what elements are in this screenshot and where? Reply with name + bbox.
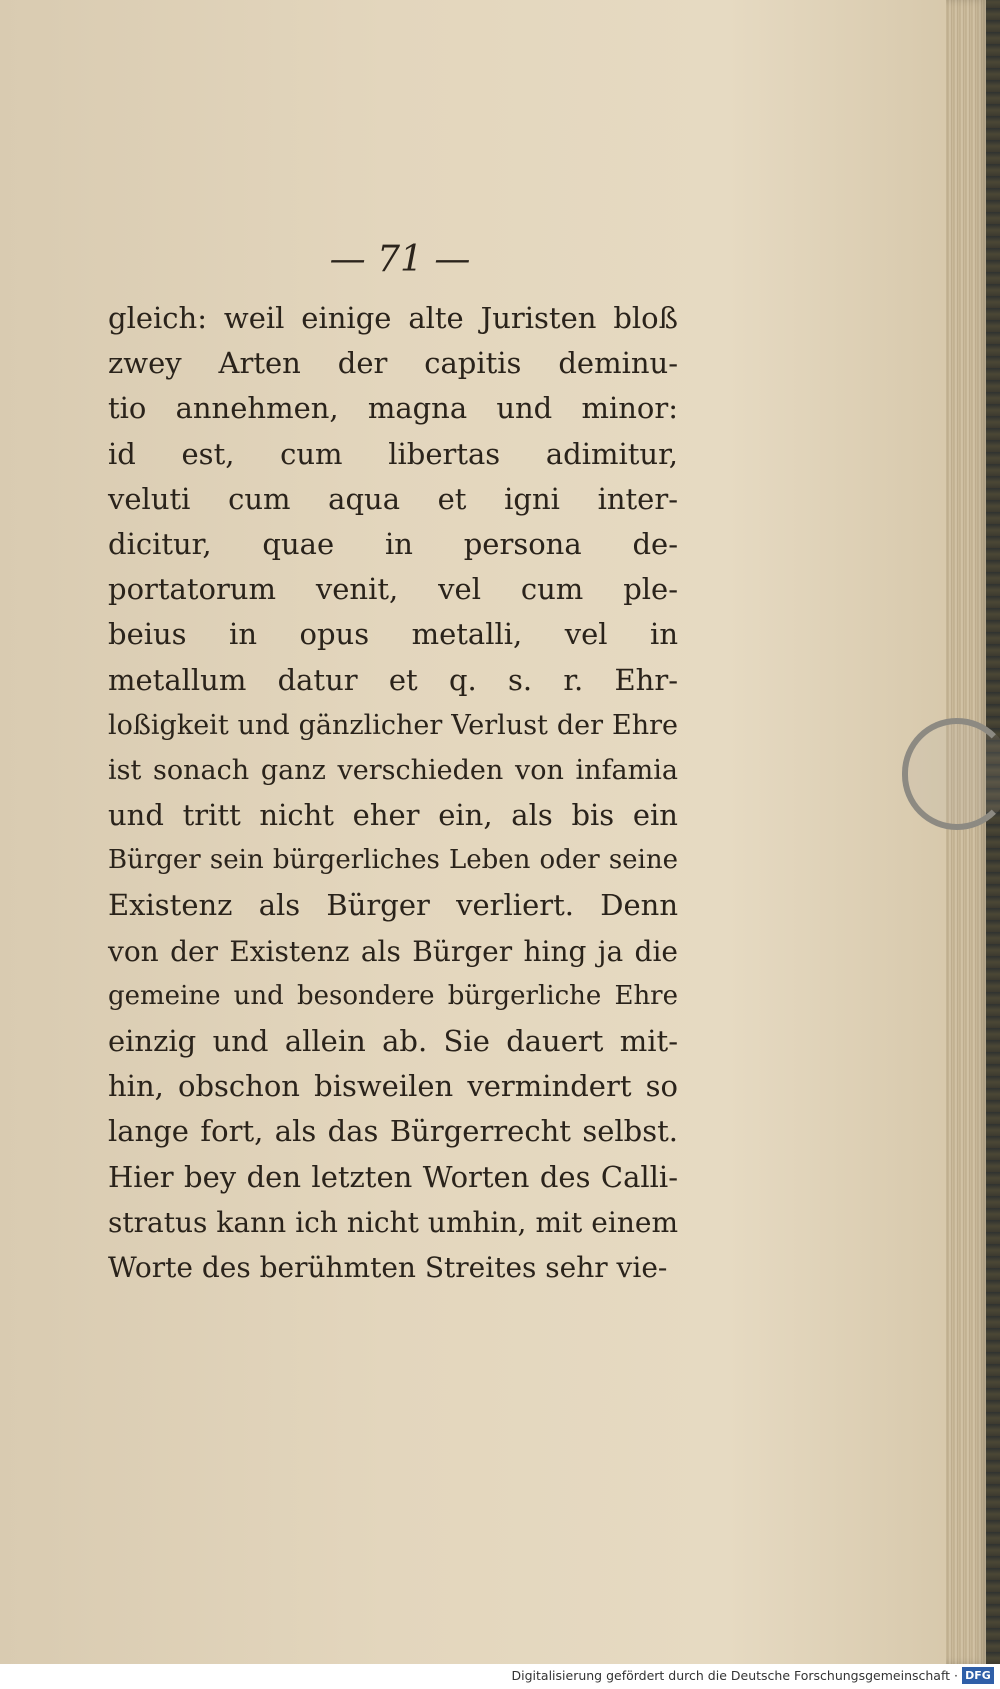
book-cover-edge [986,0,1000,1664]
text-line: und tritt nicht eher ein, als bis ein [108,798,678,833]
text-line: veluti cum aqua et igni inter- [108,481,678,516]
text-line: von der Existenz als Bürger hing ja die [108,934,678,968]
dfg-logo: DFG [962,1667,994,1684]
text-line: ist sonach ganz verschieden von infamia [108,754,678,786]
text-line: loßigkeit und gänzlicher Verlust der Ehre [108,709,678,741]
text-line: beius in opus metalli, vel in [108,617,678,652]
text-line: portatorum venit, vel cum ple- [108,572,678,607]
text-line: metallum datur et q. s. r. Ehr- [108,662,678,697]
text-line: Worte des berühmten Streites sehr vie- [108,1250,668,1284]
body-text [108,296,678,1290]
text-line: lange fort, als das Bürgerrecht selbst. [108,1114,678,1149]
funding-credit: Digitalisierung gefördert durch die Deutsche Forschungsgemeinschaft · [511,1668,958,1683]
text-line: gleich: weil einige alte Juristen bloß [108,301,678,335]
text-line: id est, cum libertas adimitur, [108,436,678,471]
text-line: dicitur, quae in persona de- [108,526,678,561]
text-line: tio annehmen, magna und minor: [108,391,678,426]
text-line: zwey Arten der capitis deminu- [108,346,678,381]
text-line: Existenz als Bürger verliert. Denn [108,888,678,923]
text-line: Hier bey den letzten Worten des Calli- [108,1159,678,1194]
page-edges [946,0,986,1664]
text-line: hin, obschon bisweilen vermindert so [108,1069,678,1104]
text-line: gemeine und besondere bürgerliche Ehre [108,980,678,1011]
text-line: einzig und allein ab. Sie dauert mit- [108,1024,678,1058]
page-clip [902,718,1000,830]
page-number-header: — 71 — [329,239,471,280]
text-line: Bürger sein bürgerliches Leben oder seine [108,845,678,876]
text-line: stratus kann ich nicht umhin, mit einem [108,1205,678,1239]
